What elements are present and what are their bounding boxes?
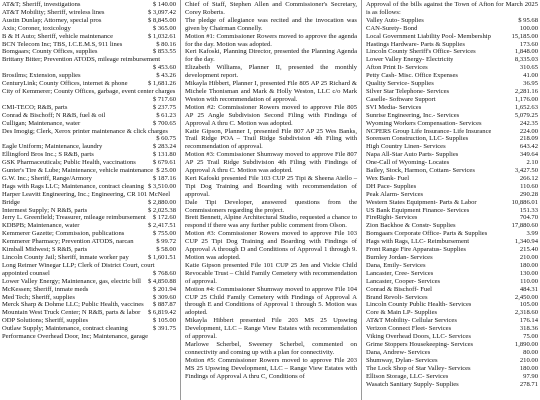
- bill-entry-amount: $ 80.16: [156, 40, 176, 48]
- town-bill-row: [366, 88, 538, 96]
- bill-entry-text: Med Tech; Sheriff, supplies: [2, 293, 75, 301]
- town-bill-amount: 3,427.50: [514, 167, 538, 175]
- bill-entry: [2, 104, 176, 112]
- town-bill-vendor: Viking Overhead Doors, LLC- Services: [366, 333, 471, 341]
- town-bill-amount: 1,848.00: [514, 48, 538, 56]
- bill-entry-text: Eagle Uniform; Maintenance, laundry: [2, 143, 103, 151]
- town-bill-vendor: AT&T Mobility- Cellular Services: [366, 317, 457, 325]
- town-bill-row: [366, 301, 538, 309]
- town-bill-amount: 484.31: [519, 285, 538, 293]
- town-bill-amount: 266.12: [519, 174, 538, 182]
- bill-entry-amount: $ 1,032.61: [147, 32, 176, 40]
- bill-entry-amount: $ 105.00: [152, 317, 176, 325]
- left-column-bills: [0, 0, 178, 400]
- bill-entry-text: Conrad & Bischoff; N R&B, fuel & oil: [2, 111, 106, 119]
- bill-entry-amount: $ 679.61: [152, 159, 176, 167]
- town-bill-amount: 224.00: [519, 127, 538, 135]
- bill-entry-amount: $ 6,819.42: [147, 309, 176, 317]
- bill-entry-amount: $ 391.75: [152, 325, 176, 333]
- town-bill-row: [366, 17, 538, 25]
- town-bill-row: [366, 175, 538, 183]
- bill-entry: [2, 120, 176, 128]
- town-bill-row: [366, 333, 538, 341]
- town-bill-row: [366, 349, 538, 357]
- bill-entry: [2, 214, 176, 222]
- town-bill-vendor: Wex Bank- Fuel: [366, 174, 410, 182]
- town-bill-row: [366, 309, 538, 317]
- bill-entry-amount: $ 3,510.00: [147, 182, 176, 190]
- town-bill-vendor: Lancaster, Cree- Services: [366, 269, 434, 277]
- bill-entry-amount: $ 237.75: [152, 103, 176, 111]
- bill-entry: [2, 88, 176, 104]
- bill-entry: [2, 25, 176, 33]
- minutes-paragraph: Motion #3: Commissioner Shumway moved to approve File 807 AP 25 Trail Ridge Subdivision 4th Filing with Findings of Approval A thru C. Motion was adopted.: [185, 151, 357, 175]
- town-bill-amount: 349.64: [519, 151, 538, 159]
- bill-entry-text: Lincoln County Jail; Sheriff, inmate worker pay: [2, 254, 129, 261]
- town-bill-vendor: Brand Revolt- Services: [366, 293, 428, 301]
- town-bill-vendor: Core & Main LP- Supplies: [366, 309, 438, 317]
- right-column-town-bills: [364, 0, 540, 400]
- bill-entry: [2, 48, 176, 56]
- town-bill-vendor: Western States Equipment- Parts & Labor: [366, 198, 477, 206]
- town-bill-vendor: Lower Valley Energy- Electricity: [366, 56, 454, 64]
- town-bill-amount: 75.00: [523, 333, 538, 341]
- town-bill-amount: $ 95.68: [518, 16, 538, 24]
- town-bill-row: [366, 128, 538, 136]
- town-bill-amount: 97.90: [523, 372, 538, 380]
- town-bill-vendor: Wyoming Workers Compensation- Services: [366, 119, 482, 127]
- bill-entry-amount: $ 700.65: [152, 119, 176, 127]
- town-bill-row: [366, 72, 538, 80]
- town-bill-vendor: Wasatch Sanitary Supply- Supplies: [366, 380, 459, 388]
- bill-entry: [2, 56, 176, 72]
- bill-entry: [2, 17, 176, 25]
- town-bill-row: [366, 143, 538, 151]
- town-bill-row: [366, 41, 538, 49]
- town-bill-amount: 17,880.60: [511, 222, 538, 230]
- town-bill-amount: 310.65: [519, 64, 538, 72]
- town-bill-row: [366, 151, 538, 159]
- bill-entry-text: Brittany Bitter; Prevention ATODS, mileage reimbursement: [2, 56, 161, 64]
- bill-entry-amount: $ 2,417.51: [147, 222, 176, 230]
- town-bill-vendor: Bomgaars Corporate Office- Parts & Supplies: [366, 230, 488, 238]
- bill-entry: [2, 1, 176, 9]
- bill-entry-amount: $ 768.60: [152, 269, 176, 277]
- minutes-paragraph: Brett Bennett, Alpine Architectural Studio, requested a chance to respond if there was any further public comment from Olson.: [185, 214, 357, 230]
- minutes-paragraph: Katie Gipson, Planner I, presented File 807 AP 25 Wes Banks, Trail Ridge POA – Trail Ridge Subdivision 4th Filing with recommendation of approval.: [185, 127, 357, 151]
- bill-entry-amount: $ 283.24: [152, 143, 176, 151]
- bill-entry: [2, 317, 176, 325]
- bill-entry: [2, 9, 176, 17]
- town-bill-row: [366, 222, 538, 230]
- town-bill-vendor: One-Call of Wyoming- Locates: [366, 159, 450, 167]
- bill-entry-text: Kemmerer Gazette; Commission, publications: [2, 230, 125, 238]
- town-bill-amount: 1,652.63: [514, 103, 538, 111]
- town-bill-amount: 36.95: [523, 80, 538, 88]
- town-bill-amount: 2.10: [526, 159, 538, 167]
- bill-entry-amount: $ 172.60: [152, 214, 176, 222]
- bill-entry: [2, 254, 176, 262]
- bill-entry: [2, 128, 176, 144]
- bill-entry-text: Axis; Coroner, toxicology: [2, 24, 71, 32]
- bill-entry-text: Austin Dunlap; Attorney, special pros: [2, 16, 102, 24]
- town-bill-vendor: Burnley Jordan- Services: [366, 254, 433, 261]
- town-bill-row: [366, 230, 538, 238]
- town-bill-row: [366, 214, 538, 222]
- bill-entry-amount: $ 43.26: [156, 72, 176, 80]
- town-bill-row: [366, 191, 538, 199]
- bill-entry-amount: $ 140.00: [152, 1, 176, 8]
- bill-entry: [2, 72, 176, 80]
- bill-entry: [2, 143, 176, 151]
- town-bill-row: [366, 104, 538, 112]
- town-bill-amount: 15,185.00: [511, 32, 538, 40]
- bill-entry-text: Gunter's Tire & Lube; Maintenance, vehicle maintenance: [2, 167, 154, 175]
- town-bill-amount: 278.71: [519, 380, 538, 388]
- town-bill-amount: 1,890.00: [514, 340, 538, 348]
- town-bill-amount: 643.42: [519, 143, 538, 151]
- bill-entry-text: B & H Auto; Sheriff, vehicle maintenance: [2, 32, 114, 40]
- town-bill-vendor: The Lock Shop of Star Valley- Services: [366, 364, 471, 372]
- town-bill-vendor: Hastings Hardware- Parts & Supplies: [366, 40, 465, 48]
- town-bill-amount: 1,176.00: [514, 95, 538, 103]
- town-bill-row: [366, 64, 538, 72]
- bill-entry-text: Brosilms; Extension, supplies: [2, 72, 81, 80]
- bill-entry-text: Intermest Supply; N R&B, parts: [2, 206, 88, 214]
- town-bill-amount: 210.00: [519, 254, 538, 261]
- bill-entry-amount: $ 365.00: [152, 24, 176, 32]
- town-bill-vendor: Napa All-Star Auto Parts- Supplies: [366, 151, 459, 159]
- town-bill-row: [366, 373, 538, 381]
- bill-entry-amount: $ 2,025.38: [147, 206, 176, 214]
- town-bill-row: [366, 207, 538, 215]
- town-bill-row: [366, 120, 538, 128]
- bill-entry-amount: $ 887.87: [152, 301, 176, 309]
- town-bill-row: [366, 270, 538, 278]
- minutes-paragraph: Mikayla Hibbert, Planner I, presented File 805 AP 25 Richard & Michele Thonisman and Mark & Holly Weston, LLC c/o Mark Weston with recommendation of approval.: [185, 80, 357, 103]
- town-bill-vendor: US Bank Equipment Finance- Services: [366, 206, 470, 214]
- town-bill-vendor: Front Range Fire Apparatus- Supplies: [366, 246, 466, 254]
- bill-entry-text: KDBPB; Maintenance, water: [2, 222, 80, 230]
- town-bill-vendor: Valley Auto- Supplies: [366, 16, 424, 24]
- bill-entry-text: City of Kemmerer; County Offices, garbage, event center charges: [2, 87, 176, 95]
- middle-column-minutes: [183, 0, 359, 400]
- minutes-paragraph: Elizabeth Williams, Planner II, presented the monthly development report.: [185, 64, 357, 80]
- town-bill-vendor: High Country Linen- Services: [366, 143, 446, 151]
- bill-entry: [2, 183, 176, 191]
- town-bill-row: [366, 365, 538, 373]
- town-bill-vendor: Lincoln County Public Health- Services: [366, 301, 472, 309]
- town-bill-vendor: Grime Stoppers Housekeeping- Services: [366, 340, 474, 348]
- town-bill-amount: 180.00: [519, 261, 538, 269]
- town-bill-amount: 218.09: [519, 135, 538, 143]
- town-bill-amount: 2,450.00: [514, 293, 538, 301]
- town-bill-vendor: Peak Alarm- Services: [366, 190, 424, 198]
- town-bill-row: [366, 48, 538, 56]
- bill-entry-text: CMI-TECO; R&B, parts: [2, 103, 68, 111]
- minutes-paragraph: Chief of Staff, Stephen Allen and Commissioner's Secretary, Corey Roberts.: [185, 1, 357, 16]
- town-bill-row: [366, 112, 538, 120]
- bill-entry-text: AT&T Mobility; Sheriff, wireless lines: [2, 8, 105, 16]
- town-bill-row: [366, 159, 538, 167]
- town-bill-vendor: Sunrise Engineering, Inc.- Services: [366, 111, 460, 119]
- town-bill-row: [366, 246, 538, 254]
- town-bill-vendor: Silver Star Telephone- Services: [366, 87, 450, 95]
- town-bill-row: [366, 381, 538, 389]
- minutes-paragraph: Marlowe Scherbel, Sweeney Scherbel, commented on connectivity and coming up with a plan for connectivity.: [185, 340, 357, 356]
- bill-entry-amount: $ 187.16: [152, 174, 176, 182]
- town-bill-vendor: Caselle- Software Support: [366, 95, 436, 103]
- town-bill-vendor: Quality Service- Supplies: [366, 80, 434, 88]
- bill-entry: [2, 333, 176, 341]
- bill-entry-amount: $ 25.00: [156, 167, 176, 175]
- town-bill-row: [366, 199, 538, 207]
- bill-entry: [2, 112, 176, 120]
- town-bills-intro: Approval of the bills against the Town of Afton for March 2025 is as follows:: [366, 1, 538, 16]
- town-bill-amount: 1,340.94: [514, 238, 538, 246]
- minutes-paragraph: The pledge of allegiance was recited and the invocation was given by Chairman Connelly.: [185, 16, 357, 32]
- minutes-paragraph: Katie Gipson presented File 101 CUP 25 Jen and Vickie Child Revocable Trust – Child Family Cemetery with recommendation of approval.: [185, 261, 357, 285]
- town-bill-amount: 8,335.03: [514, 56, 538, 64]
- bill-entry-amount: $ 61.23: [156, 111, 176, 119]
- town-bill-amount: 180.00: [519, 364, 538, 372]
- town-bill-row: [366, 135, 538, 143]
- town-bill-amount: 2,318.60: [514, 309, 538, 317]
- town-bill-amount: 110.60: [520, 182, 538, 190]
- town-bill-vendor: Petty Cash- Misc. Office Expenses: [366, 72, 458, 80]
- bill-entry-text: Kimball Midwest; S R&B, parts: [2, 246, 88, 254]
- bill-entry-text: Des Imogig; Clerk, Xerox printer maintenance & click charges: [2, 127, 168, 135]
- town-bill-vendor: Bailey, Stock, Harmon, Cottam- Services: [366, 167, 475, 175]
- town-bill-vendor: Zion Backhoe & Constr- Supplies: [366, 222, 456, 230]
- bill-entry-amount: $ 1,681.26: [147, 80, 176, 88]
- town-bill-row: [366, 286, 538, 294]
- town-bill-amount: 5,079.25: [514, 111, 538, 119]
- bill-entry-text: Culligan; Maintenance, water: [2, 119, 81, 127]
- bill-entry-amount: $ 201.94: [152, 285, 176, 293]
- bill-entry-text: Mountain West Truck Center; N R&B, parts & labor: [2, 309, 141, 317]
- bill-entry-amount: $ 58.00: [156, 246, 176, 254]
- bill-entry-amount: $ 3,097.42: [147, 8, 176, 16]
- column-divider: [180, 0, 181, 400]
- bill-entry-text: AT&T; Sheriff, investigations: [2, 1, 81, 8]
- town-bill-row: [366, 96, 538, 104]
- bill-entry: [2, 191, 176, 207]
- bill-entry: [2, 207, 176, 215]
- town-bill-vendor: Dana, Emily- Services: [366, 261, 426, 269]
- town-bill-amount: 41.00: [523, 72, 538, 80]
- bill-entry-amount: $ 309.60: [152, 293, 176, 301]
- bill-entry: [2, 159, 176, 167]
- town-bill-vendor: Lancaster, Cooper- Services: [366, 277, 441, 285]
- town-bill-row: [366, 254, 538, 262]
- bill-entry: [2, 41, 176, 49]
- bill-entry: [2, 301, 176, 309]
- town-bill-amount: 210.00: [519, 356, 538, 364]
- town-bill-row: [366, 317, 538, 325]
- bill-entry-amount: $ 99.72: [156, 238, 176, 246]
- bill-entry-text: Outlaw Supply; Maintenance, contract cleaning: [2, 325, 128, 333]
- bill-entry: [2, 294, 176, 302]
- bill-entry-amount: $ 2,880.00: [147, 198, 176, 206]
- column-divider: [361, 0, 362, 400]
- town-bill-amount: 176.14: [519, 317, 538, 325]
- bill-entry-text: GSK Pharmaceuticals; Public Health, vaccinations: [2, 159, 136, 167]
- bill-entry-text: Performance Overhead Door, Inc; Maintenance, garage: [2, 333, 149, 341]
- bill-entry-amount: $ 853.55: [152, 48, 176, 56]
- bill-entry-amount: $ 755.00: [152, 230, 176, 238]
- bill-entry-text: Hags with Rags LLC; Maintenance, contract cleaning: [2, 182, 144, 190]
- town-bill-amount: 80.00: [523, 348, 538, 356]
- town-bill-amount: 10,886.01: [511, 198, 538, 206]
- bill-entry: [2, 175, 176, 183]
- town-bill-amount: 173.60: [519, 40, 538, 48]
- town-bill-amount: 130.00: [519, 269, 538, 277]
- town-bill-vendor: DH Pace- Supplies: [366, 182, 417, 190]
- town-bill-vendor: SVI Media- Services: [366, 103, 422, 111]
- bill-entry-amount: $ 1,601.51: [147, 254, 176, 261]
- bill-entry-text: Kemmerer Pharmacy; Prevention ATODS, narcan: [2, 238, 134, 246]
- town-bill-amount: 215.40: [519, 246, 538, 254]
- town-bill-amount: 110.00: [520, 277, 538, 285]
- minutes-paragraph: Keri Kafoski, Planning Director, presented the Planning Agenda for the day.: [185, 48, 357, 64]
- town-bill-amount: 704.70: [519, 214, 538, 222]
- town-bill-amount: 151.33: [519, 206, 538, 214]
- bill-entry: [2, 167, 176, 175]
- town-bill-vendor: FireRight- Services: [366, 214, 418, 222]
- town-bill-vendor: Local Government Liability Pool- Membership: [366, 32, 491, 40]
- minutes-paragraph: Motion #4: Commissioner Shumway moved to approve File 104 CUP 25 Child Family Cemetery with Findings of Approval A through E and Conditions of Approval 1 through 5. Motion was adopted.: [185, 285, 357, 317]
- bill-entry: [2, 222, 176, 230]
- town-bill-vendor: Verizon Connect Fleet- Services: [366, 325, 452, 333]
- bill-entry-amount: $ 60.75: [156, 135, 176, 143]
- town-bill-row: [366, 80, 538, 88]
- minutes-paragraph: Motion #1: Commissioner Rowers moved to approve the agenda for the day. Motion was adopted.: [185, 32, 357, 48]
- bill-entry: [2, 230, 176, 238]
- bill-entry: [2, 286, 176, 294]
- town-bill-row: [366, 341, 538, 349]
- town-bill-vendor: Afton Print It- Services: [366, 64, 428, 72]
- town-bill-vendor: Lincoln County Sheriff's Office- Services: [366, 48, 476, 56]
- town-bill-amount: 105.00: [519, 301, 538, 309]
- town-bill-row: [366, 262, 538, 270]
- town-bill-amount: 3.99: [526, 230, 538, 238]
- bill-entry-text: Jerry L. Greenfield; Treasurer, mileage reimbursement: [2, 214, 146, 222]
- bill-entry-text: Ellingford Bros Inc.; S R&B, parts: [2, 151, 94, 159]
- town-bill-vendor: Hags with Rags, LLC- Reimbursement: [366, 238, 470, 246]
- minutes-paragraph: Motion #5: Commissioner Rowers moved to approve File 203 MS 25 Upswing Development, LLC – Range View Estates with Findings of Approval A thru C, Conditions of: [185, 356, 357, 380]
- minutes-paragraph: Dale Tipi Developer, answered questions from the Commissioners regarding the project.: [185, 198, 357, 214]
- bill-entry-amount: $ 453.60: [152, 64, 176, 72]
- bill-entry: [2, 325, 176, 333]
- bill-entry-amount: $ 8,845.00: [147, 16, 176, 24]
- town-bill-row: [366, 325, 538, 333]
- town-bill-row: [366, 294, 538, 302]
- bill-entry-text: McKessen; Sheriff, inmate meds: [2, 285, 89, 293]
- minutes-paragraph: Motion #3: Commissioner Rowers moved to approve File 103 CUP 25 Tipi Dog Training and Boarding with Findings of Approval A through D and Conditions of Approval 1 through 9. Motion was adopted.: [185, 230, 357, 261]
- bill-entry-text: Long Reimer Winegar LLP; Clerk of District Court, court appointed counsel: [2, 261, 155, 277]
- bill-entry: [2, 151, 176, 159]
- town-bill-vendor: CAN-Surety- Bond: [366, 24, 418, 32]
- town-bill-vendor: Ellison Storage, LLC- Services: [366, 372, 449, 380]
- town-bill-row: [366, 25, 538, 33]
- town-bill-row: [366, 278, 538, 286]
- town-bill-row: [366, 33, 538, 41]
- town-bill-vendor: Shumway, Dylan- Services: [366, 356, 438, 364]
- town-bill-vendor: Sorensen Construction, LLC- Supplies: [366, 135, 469, 143]
- town-bill-row: [366, 167, 538, 175]
- bill-entry: [2, 33, 176, 41]
- bill-entry: [2, 246, 176, 254]
- bill-entry-amount: $ 131.80: [152, 151, 176, 159]
- minutes-paragraph: Mikayla Hibbert presented File 203 MS 25 Upswing Development, LLC – Range View Estates with recommendation of approval.: [185, 317, 357, 341]
- town-bill-amount: 242.35: [519, 119, 538, 127]
- town-bill-row: [366, 357, 538, 365]
- town-bill-amount: 100.00: [519, 24, 538, 32]
- town-bill-row: [366, 238, 538, 246]
- town-bill-row: [366, 183, 538, 191]
- town-bill-vendor: Dana, Andrew- Services: [366, 348, 431, 356]
- bill-entry-text: G.W. Inc.; Sheriff, Range/Armory: [2, 174, 92, 182]
- town-bill-amount: 290.28: [519, 190, 538, 198]
- bill-entry: [2, 80, 176, 88]
- bill-entry: [2, 262, 176, 278]
- bill-entry-amount: $ 717.60: [152, 95, 176, 103]
- bill-entry-text: CenturyLink; County Offices, internet & phone: [2, 80, 128, 88]
- bill-entry-text: ODP Solutions; Sheriff, supplies: [2, 317, 89, 325]
- bill-entry-text: Harper Leavitt Engineering, Inc.; Engineering, CR 101 McNeel Bridge: [2, 190, 171, 206]
- bill-entry: [2, 309, 176, 317]
- town-bill-amount: 2,281.16: [514, 87, 538, 95]
- bill-entry-text: Bomgaars; County Offices, supplies: [2, 48, 98, 56]
- town-bill-vendor: NCPERS Group Life Insurance- Life Insurance: [366, 127, 492, 135]
- bill-entry-amount: $ 4,850.88: [147, 277, 176, 285]
- bill-entry: [2, 278, 176, 286]
- bill-entry: [2, 238, 176, 246]
- bill-entry-text: BCN Telecom Inc; TBS, I.C.E.M.S, 911 lines: [2, 40, 123, 48]
- bill-entry-text: Merck Sharp & Dohme LLC; Public Health, vaccines: [2, 301, 144, 309]
- town-bill-amount: 318.36: [519, 325, 538, 333]
- town-bill-row: [366, 56, 538, 64]
- bill-entry-text: Lower Valley Energy; Maintenance, gas, electric bill: [2, 277, 141, 285]
- minutes-paragraph: Keri Kafoski presented File 103 CUP 25 Tipi & Sheena Aiello – Tipi Dog Training and Boarding with recommendation of approval.: [185, 174, 357, 198]
- minutes-paragraph: Motion #2: Commissioner Rowers moved to approve File 805 AP 25 Angle Subdivision Second Filing with Findings of Approval A thru C. Motion was adopted.: [185, 103, 357, 127]
- town-bill-vendor: Conrad & Bischoff- Fuel: [366, 285, 432, 293]
